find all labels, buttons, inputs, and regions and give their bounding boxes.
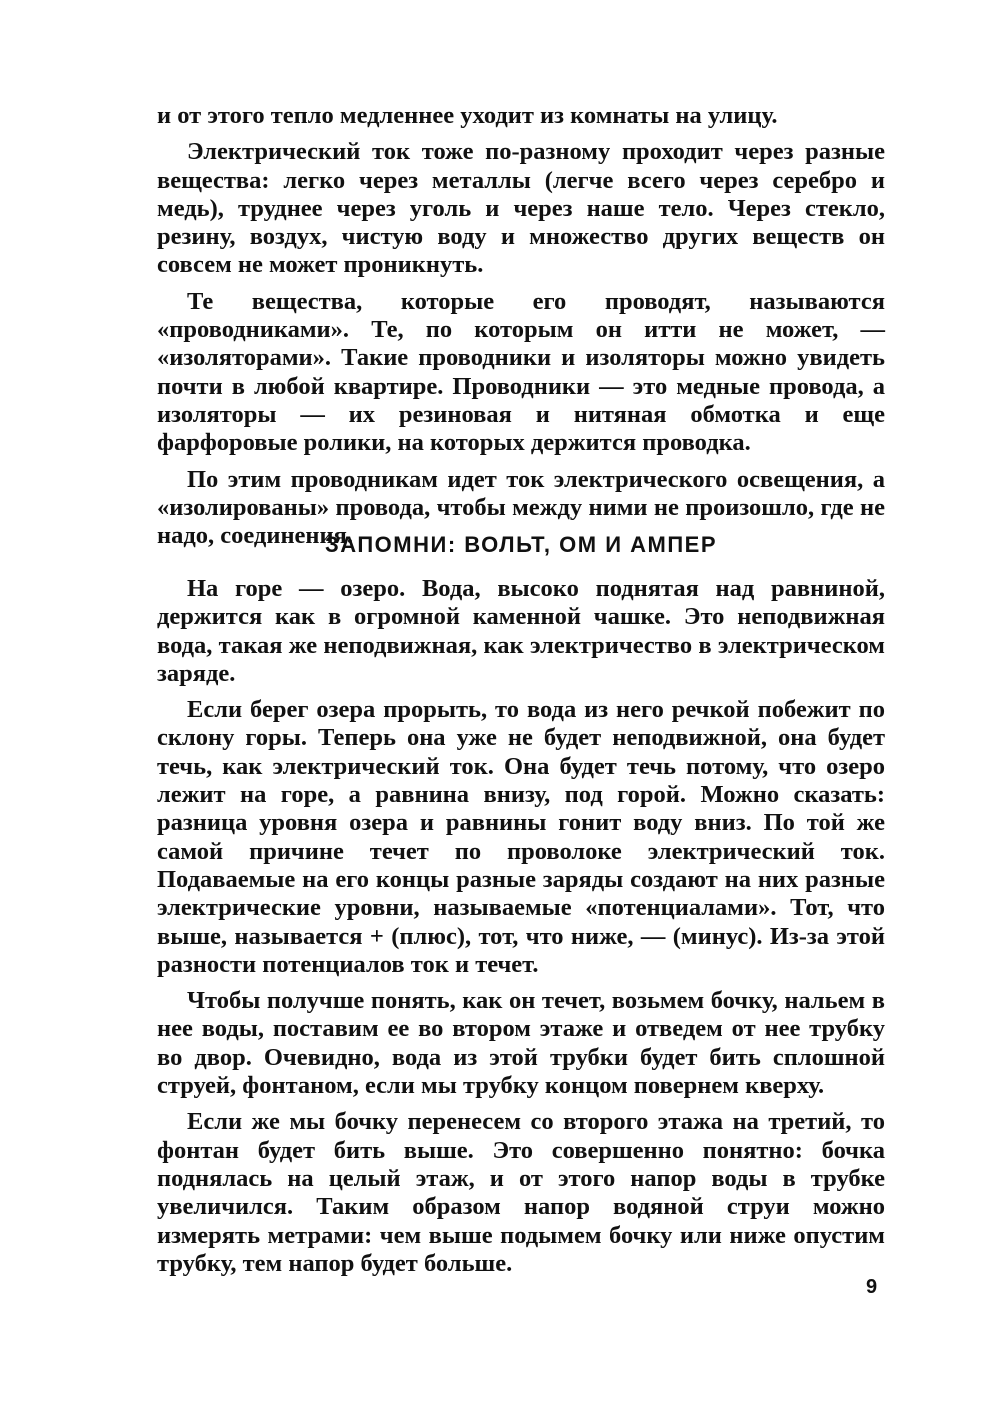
paragraph: Электрический ток тоже по-разному проходит через разные вещества: легко через металлы (легче всего через серебро и медь), труднее через уголь и через наше тело. Через стекло, резину, воздух, чистую воду и множество других веществ он совсем не может проникнуть. [157,138,885,279]
paragraph: Те вещества, которые его проводят, называются «проводниками». Те, по которым он итти не может, — «изоляторами». Такие проводники и изоляторы можно увидеть почти в любой квартире. Проводники — это медные провода, а изоляторы — их резиновая и нитяная обмотка и еще фарфоровые ролики, на которых держится проводка. [157,287,885,457]
paragraph: Чтобы получше понять, как он течет, возьмем бочку, нальем в нее воды, поставим ее во втором этаже и отведем от нее трубку во двор. Очевидно, вода из этой трубки будет бить сплошной струей, фонтаном, если мы трубку концом повернем кверху. [157,987,885,1100]
page-number: 9 [866,1276,878,1298]
paragraph: На горе — озеро. Вода, высоко поднятая над равниной, держится как в огромной каменной чашке. Это неподвижная вода, такая же неподвижная, как электричество в электрическом заряде. [157,575,885,687]
paragraph: Если же мы бочку перенесем со второго этажа на третий, то фонтан будет бить выше. Это совершенно понятно: бочка поднялась на целый этаж, и от этого напор воды в трубке увеличился. Таким образом напор водяной струи можно измерять метрами: чем выше подымем бочку или ниже опустим трубку, тем напор будет больше. [157,1108,885,1277]
paragraph: По этим проводникам идет ток электрического освещения, а «изолированы» провода, чтобы между ними не произошло, где не надо, соединения. [157,465,885,550]
paragraph: Если берег озера прорыть, то вода из него речкой побежит по склону горы. Теперь она уже не будет неподвижной, она будет течь, как электрический ток. Она будет течь потому, что озеро лежит на горе, а равнина внизу, под горой. Можно сказать: разница уровня озера и равнины гонит воду вниз. По той же самой причине течет по проволоке электрический ток. Подаваемые на его концы разные заряды создают на них разные электрические уровни, называемые «потенциалами». Тот, что выше, называется + (плюс), тот, что ниже, — (минус). Из-за этой разности потенциалов ток и течет. [157,696,885,978]
section-heading: ЗАПОМНИ: ВОЛЬТ, ОМ И АМПЕР [324,532,717,557]
top-text-section [157,102,885,558]
bottom-text-section [157,575,885,1286]
paragraph: и от этого тепло медленнее уходит из комнаты на улицу. [157,102,778,129]
